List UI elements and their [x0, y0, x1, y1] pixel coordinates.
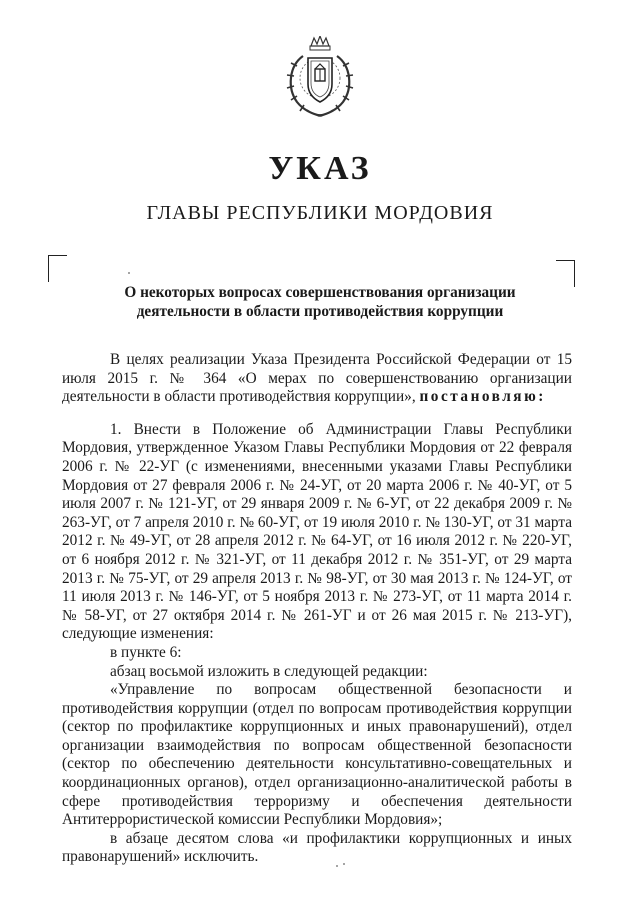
- scan-speck: [336, 865, 338, 867]
- left-corner-mark: [48, 255, 67, 282]
- abzac-8-paragraph: абзац восьмой изложить в следующей редакции:: [110, 662, 428, 680]
- heading-line-2: деятельности в области противодействия коррупции: [136, 303, 504, 320]
- coat-of-arms-emblem: [283, 36, 357, 120]
- preamble-text: В целях реализации Указа Президента Российской Федерации от 15 июля 2015 г. № 364 «О мерах по совершенствованию организации деятельности в области противодействия коррупции»,: [62, 351, 572, 406]
- document-subtitle: ГЛАВЫ РЕСПУБЛИКИ МОРДОВИЯ: [146, 202, 494, 224]
- scan-speck: [343, 863, 345, 865]
- item-1-paragraph: 1. Внести в Положение об Администрации Главы Республики Мордовия, утвержденное Указом Главы Республики Мордовия от 22 февраля 2006 г. № 22-УГ (с изменениями, внесенными указами Главы Республики Мордовия от 27 февраля 2006 г. № 24-УГ, от 20 марта 2006 г. № 40-УГ, от 5 июля 2007 г. № 121-УГ, от 29 января 2009 г. № 6-УГ, от 22 декабря 2009 г. № 263-УГ, от 7 апреля 2010 г. № 60-УГ, от 19 июля 2010 г. № 130-УГ, от 31 марта 2012 г. № 49-УГ, от 28 апреля 2012 г. № 64-УГ, от 16 июля 2012 г. № 220-УГ, от 6 ноября 2012 г. № 321-УГ, от 11 декабря 2012 г. № 351-УГ, от 29 марта 2013 г. № 75-УГ, от 29 апреля 2013 г. № 98-УГ, от 30 мая 2013 г. № 124-УГ, от 11 июля 2013 г. № 146-УГ, от 5 ноября 2013 г. № 273-УГ, от 11 марта 2014 г. № 58-УГ, от 27 октября 2014 г. № 261-УГ и от 26 мая 2015 г. № 213-УГ), следующие изменения:: [62, 420, 572, 643]
- decree-word: постановляю:: [419, 388, 546, 406]
- right-corner-mark: [556, 260, 575, 287]
- scan-speck: [128, 272, 130, 274]
- decree-body: [62, 351, 572, 867]
- document-title: УКАЗ: [268, 150, 372, 187]
- preamble-paragraph: [62, 351, 572, 407]
- point-6-paragraph: в пункте 6:: [110, 643, 182, 661]
- decree-heading: [110, 283, 530, 321]
- abzac-10-paragraph: в абзаце десятом слова «и профилактики коррупционных и иных правонарушений» исключить.: [62, 829, 572, 866]
- heading-line-1: О некоторых вопросах совершенствования организации: [124, 284, 516, 301]
- quote-paragraph: «Управление по вопросам общественной безопасности и противодействия коррупции (отдел по вопросам противодействия коррупции (сектор по профилактике коррупционных и иных правонарушений), отдел организации взаимодействия по вопросам общественной безопасности (сектор по обеспечению деятельности консультативно-совещательных и координационных органов), отдел организационно-аналитической работы в сфере противодействия терроризму и обеспечения деятельности Антитеррористической комиссии Республики Мордовия»;: [62, 681, 572, 829]
